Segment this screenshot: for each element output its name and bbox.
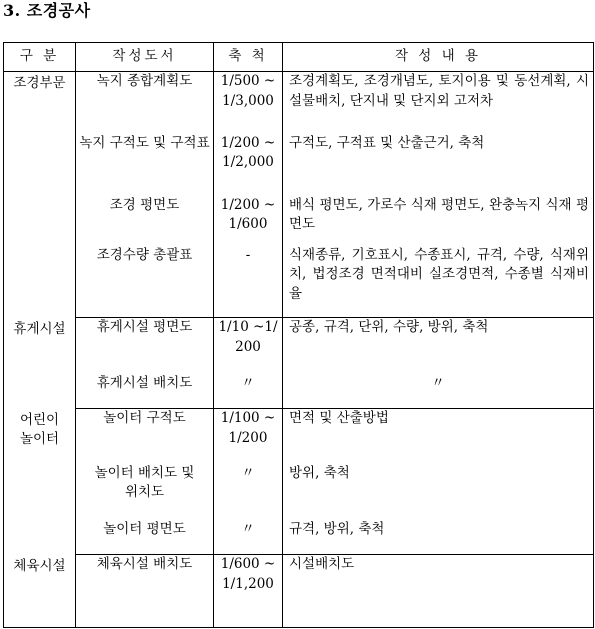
doc-cell: 휴게시설 배치도 [76, 374, 214, 409]
table-row [4, 318, 594, 374]
content-cell: 배식 평면도, 가로수 식재 평면도, 완충녹지 식재 평면도 [283, 196, 594, 246]
category-sports: 체육시설 [4, 555, 76, 628]
drawing-spec-table [3, 42, 594, 628]
table-header-row [4, 43, 594, 72]
scale-cell: 1/100 ~1/200 [214, 409, 283, 464]
content-cell: 시설배치도 [283, 555, 594, 628]
table-row [4, 134, 594, 196]
header-category: 구 분 [4, 43, 76, 72]
category-landscape: 조경부문 [4, 72, 76, 318]
table-row [4, 555, 594, 628]
content-cell: 규격, 방위, 축척 [283, 520, 594, 555]
doc-cell: 체육시설 배치도 [76, 555, 214, 628]
table-row [4, 409, 594, 464]
doc-cell: 녹지 종합계획도 [76, 72, 214, 134]
header-content: 작 성 내 용 [283, 43, 594, 72]
scale-cell: 1/10 ~1/200 [214, 318, 283, 374]
doc-cell: 조경 평면도 [76, 196, 214, 246]
section-title: 3. 조경공사 [3, 1, 91, 20]
doc-cell: 놀이터 배치도 및 위치도 [76, 464, 214, 520]
scale-cell: 〃 [214, 374, 283, 409]
doc-cell: 조경수량 총괄표 [76, 246, 214, 318]
category-rest: 휴게시설 [4, 318, 76, 409]
scale-cell: 〃 [214, 520, 283, 555]
content-cell: 조경계획도, 조경개념도, 토지이용 및 동선계획, 시설물배치, 단지내 및 단지외 고저차 [283, 72, 594, 134]
scale-cell: - [214, 246, 283, 318]
table-row [4, 196, 594, 246]
doc-cell: 녹지 구적도 및 구적표 [76, 134, 214, 196]
table-row [4, 374, 594, 409]
scale-cell: 〃 [214, 464, 283, 520]
doc-cell: 놀이터 평면도 [76, 520, 214, 555]
doc-cell: 휴게시설 평면도 [76, 318, 214, 374]
scale-cell: 1/200 ~1/2,000 [214, 134, 283, 196]
content-cell: 구적도, 구적표 및 산출근거, 축척 [283, 134, 594, 196]
scale-cell: 1/600 ~1/1,200 [214, 555, 283, 628]
table-row [4, 72, 594, 134]
content-cell: 〃 [283, 374, 594, 409]
content-cell: 방위, 축척 [283, 464, 594, 520]
content-cell: 공종, 규격, 단위, 수량, 방위, 축척 [283, 318, 594, 374]
scale-cell: 1/500 ~1/3,000 [214, 72, 283, 134]
content-cell: 면적 및 산출방법 [283, 409, 594, 464]
header-scale: 축 척 [214, 43, 283, 72]
table-row [4, 246, 594, 318]
header-document: 작성도서 [76, 43, 214, 72]
table-row [4, 464, 594, 520]
content-cell: 식재종류, 기호표시, 수종표시, 규격, 수량, 식재위치, 법정조경 면적대비 실조경면적, 수종별 식재비율 [283, 246, 594, 318]
scale-cell: 1/200 ~1/600 [214, 196, 283, 246]
category-playground: 어린이 놀이터 [4, 409, 76, 555]
doc-cell: 놀이터 구적도 [76, 409, 214, 464]
table-row [4, 520, 594, 555]
